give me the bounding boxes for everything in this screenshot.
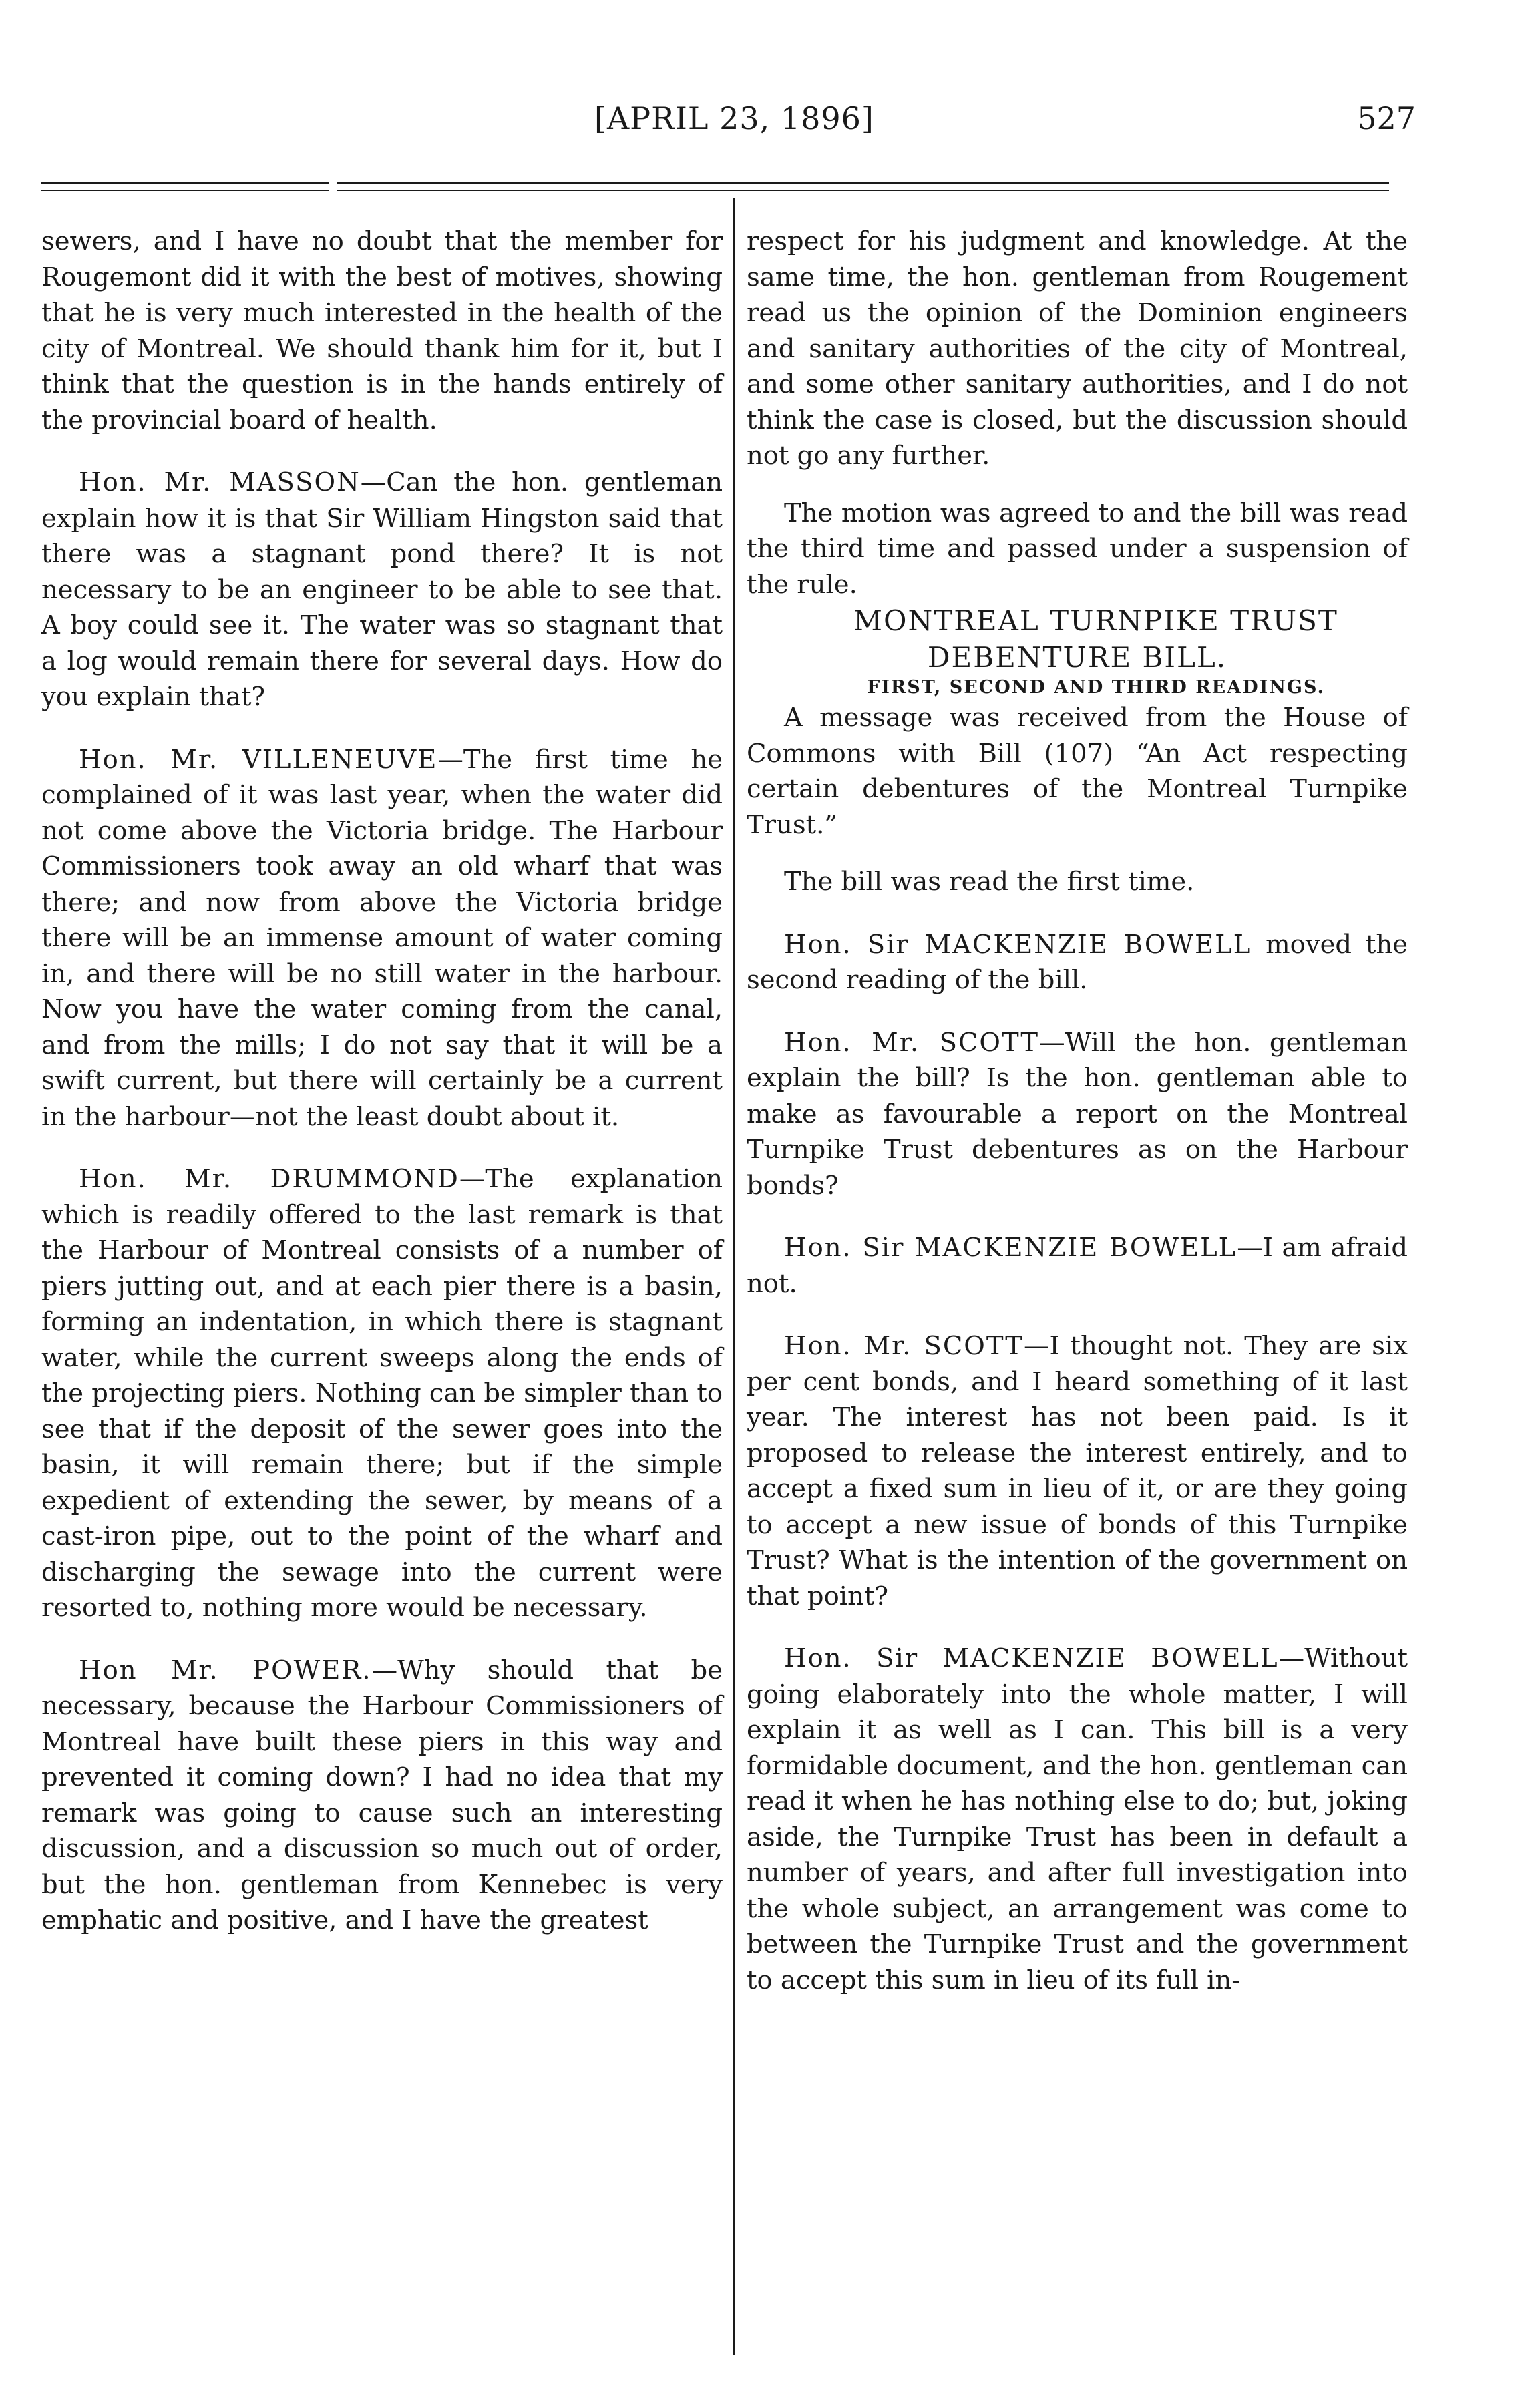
paragraph: respect for his judgment and knowledge. At the same time, the hon. gentleman from Rougement read us the opinion of the Dominion engineers and sanitary authorities of the city of Montreal, and some other sanitary authorities, and I do not think the case is closed, but the discussion should not go any further.	[747, 226, 1408, 471]
section-title: MONTREAL TURNPIKE TRUST DEBENTURE BILL.	[853, 604, 1338, 674]
speech-text: —I am afraid not.	[747, 1233, 1408, 1299]
paragraph	[41, 1161, 723, 1626]
speaker-name: Hon Mr. POWER.	[79, 1655, 372, 1685]
speaker-name: Hon. Sir MACKENZIE BOWELL	[784, 929, 1252, 960]
speaker-name: Hon. Sir MACKENZIE BOWELL	[784, 1643, 1279, 1673]
paragraph	[747, 1328, 1408, 1614]
paragraph	[41, 1653, 723, 1939]
paragraph	[747, 1025, 1408, 1204]
speaker-name: Hon. Mr. VILLENEUVE	[79, 744, 438, 775]
header-date: [APRIL 23, 1896]	[594, 100, 874, 136]
paragraph: sewers, and I have no doubt that the member for Rougemont did it with the best of motives, showing that he is very much interested in the health of the city of Montreal. We should thank him for it, but I think that the question is in the hands entirely of the provincial board of health.	[41, 226, 723, 435]
column-divider	[733, 198, 735, 2355]
page-number: 527	[1357, 100, 1416, 136]
speech-text: —Will the hon. gentleman explain the bill? Is the hon. gentleman able to make as favourable a report on the Montreal Turnpike Trust debentures as on the Harbour bonds?	[747, 1027, 1408, 1201]
paragraph	[747, 927, 1408, 998]
speech-text: moved the second reading of the bill.	[747, 929, 1408, 995]
speech-text: —The explanation which is readily offered to the last remark is that the Harbour of Montreal consists of a number of piers jutting out, and at each pier there is a basin, forming an indentation, in which there is stagnant water, while the current sweeps along the ends of the projecting piers. Nothing can be simpler than to see that if the deposit of the sewer goes into the basin, it will remain there; but if the simple expedient of extending the sewer, by means of a cast-iron pipe, out to the point of the wharf and discharging the sewage into the current were resorted to, nothing more would be necessary.	[41, 1164, 723, 1623]
paragraph	[747, 1641, 1408, 1998]
speaker-name: Hon. Mr. SCOTT	[784, 1331, 1024, 1361]
header-rule-left-bottom	[41, 190, 329, 191]
paragraph	[41, 742, 723, 1135]
speaker-name: Hon. Sir MACKENZIE BOWELL	[784, 1233, 1237, 1263]
header-rule-right-bottom	[337, 190, 1389, 191]
page-header	[40, 100, 1416, 147]
speech-text: —I thought not. They are six per cent bonds, and I heard something of it last year. The interest has not been paid. Is it proposed to release the interest entirely, and to accept a fixed sum in lieu of it, or are they going to accept a new issue of bonds of this Turnpike Trust? What is the intention of the government on that point?	[747, 1331, 1408, 1611]
speech-text: —Why should that be necessary, because the Harbour Commissioners of Montreal have built these piers in this way and prevented it coming down? I had no idea that my remark was going to cause such an interesting discussion, and a discussion so much out of order, but the hon. gentleman from Kennebec is very emphatic and positive, and I have the greatest	[41, 1655, 723, 1935]
speech-text: —Without going elaborately into the whole matter, I will explain it as well as I can. This bill is a very formidable document, and the hon. gentleman can read it when he has nothing else to do; but, joking aside, the Turnpike Trust has been in default a number of years, and after full investigation into the whole subject, an arrangement was come to between the Turnpike Trust and the government to accept this sum in lieu of its full in-	[747, 1643, 1408, 1995]
right-column	[747, 224, 1408, 1998]
speaker-name: Hon. Mr. MASSON	[79, 467, 361, 498]
speaker-name: Hon. Mr. SCOTT	[784, 1027, 1040, 1058]
speaker-name: Hon. Mr. DRUMMOND	[79, 1164, 459, 1194]
paragraph: A message was received from the House of Commons with Bill (107) “An Act respecting certain debentures of the Montreal Turnpike Trust.”	[747, 703, 1408, 840]
header-rule-left-top	[41, 182, 329, 184]
section-subtitle: FIRST, SECOND AND THIRD READINGS.	[867, 677, 1325, 698]
speech-text: —The first time he complained of it was last year, when the water did not come above the Victoria bridge. The Harbour Commissioners took away an old wharf that was there; and now from above the Victoria bridge there will be an immense amount of water coming in, and there will be no still water in the harbour. Now you have the water coming from the canal, and from the mills; I do not say that it will be a swift current, but there will certainly be a current in the harbour—not the least doubt about it.	[41, 744, 723, 1132]
paragraph	[747, 1230, 1408, 1302]
speech-text: —Can the hon. gentleman explain how it is that Sir William Hingston said that there was a stagnant pond there? It is not necessary to be an engineer to be able to see that. A boy could see it. The water was so stagnant that a log would remain there for several days. How do you explain that?	[41, 467, 723, 712]
paragraph: The motion was agreed to and the bill was read the third time and passed under a suspension of the rule.	[747, 498, 1408, 600]
header-rule-right-top	[337, 182, 1389, 184]
left-column	[41, 224, 723, 1939]
paragraph	[41, 465, 723, 715]
paragraph: The bill was read the first time.	[784, 867, 1195, 897]
